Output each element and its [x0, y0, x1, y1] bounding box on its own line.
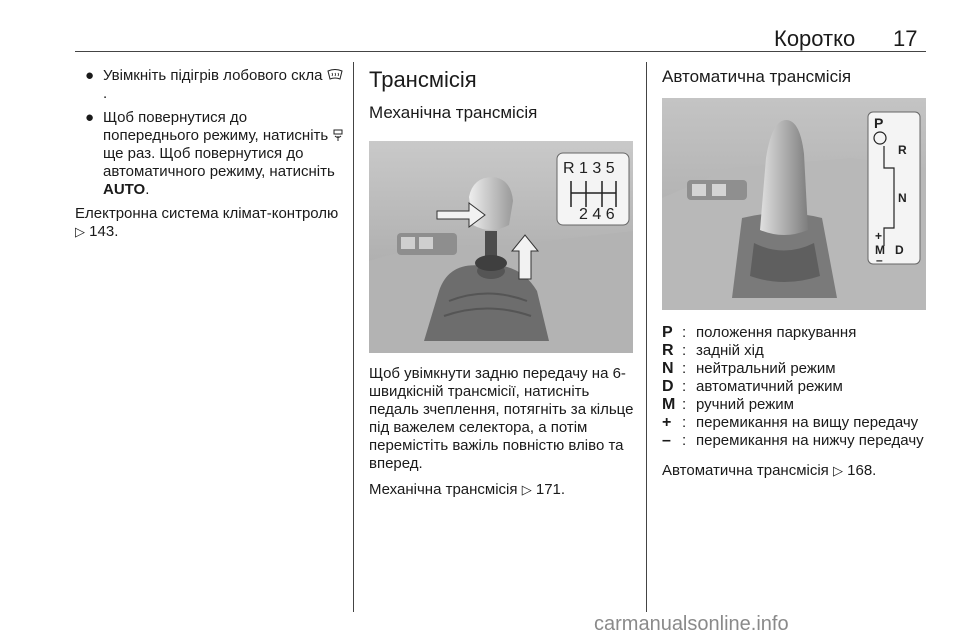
bullet-suffix: .: [145, 181, 150, 198]
page-header-title: Коротко: [774, 26, 856, 51]
def-key: +: [662, 414, 672, 431]
def-value: автоматичний режим: [696, 378, 843, 395]
auto-label-n: N: [898, 191, 907, 205]
reference-text: Механічна трансмісія: [369, 481, 518, 498]
definition-row: [662, 324, 927, 342]
column-1: [75, 67, 345, 249]
auto-label-d: D: [895, 243, 904, 257]
def-colon: :: [682, 432, 687, 449]
def-colon: :: [682, 342, 687, 359]
watermark: carmanualsonline.info: [594, 613, 789, 635]
def-value: ручний режим: [696, 396, 794, 413]
bullet-suffix: .: [103, 85, 108, 102]
page-number: 17: [893, 26, 918, 51]
definition-row: [662, 378, 927, 396]
column-separator-1: [353, 62, 354, 612]
paragraph: [75, 205, 345, 241]
section-subtitle: Автоматична трансмісія: [662, 67, 852, 86]
page-reference-icon: ▷: [832, 463, 843, 478]
reference: [662, 462, 927, 480]
page-ref[interactable]: 143.: [89, 223, 119, 240]
column-3: [662, 67, 927, 488]
bullet-text: ще раз. Щоб повернутися до автоматичного режиму, натисніть: [103, 145, 335, 180]
bullet-item: [75, 67, 345, 103]
def-key: N: [662, 360, 674, 377]
reference-text: Автоматична трансмісія: [662, 462, 829, 479]
def-value: нейтральний режим: [696, 360, 836, 377]
bullet-item: [75, 109, 345, 199]
paragraph-text: Електронна система клімат-контролю: [75, 205, 339, 222]
windscreen-heat-icon: [327, 69, 343, 81]
header-rule: [75, 51, 926, 52]
definition-row: [662, 432, 927, 450]
def-value: перемикання на нижчу передачу: [696, 432, 924, 449]
automatic-gearbox-illustration: [662, 98, 926, 310]
reference: [369, 481, 634, 499]
bullet-dot: ●: [85, 109, 95, 126]
def-colon: :: [682, 396, 687, 413]
body-text: Щоб увімкнути задню передачу на 6-швидкісній трансмісії, натисніть педаль зчеплення, потягніть за кільце під важелем селектора, а потім перемістіть важіль повністю вліво та вперед.: [369, 365, 634, 472]
auto-label-p: P: [874, 115, 884, 131]
definition-row: [662, 360, 927, 378]
auto-label-r: R: [898, 143, 907, 157]
page-reference-icon: ▷: [521, 482, 532, 497]
bullet-text: Увімкніть підігрів лобового скла: [103, 67, 323, 84]
auto-label-plus: +: [875, 229, 883, 243]
def-value: положення паркування: [696, 324, 857, 341]
auto-label-m: M: [875, 243, 885, 257]
manual-gearbox-illustration: [369, 141, 633, 353]
def-key: R: [662, 342, 674, 359]
definition-row: [662, 396, 927, 414]
def-key: M: [662, 396, 676, 413]
column-2: [369, 67, 634, 507]
def-key: P: [662, 324, 673, 341]
page-ref[interactable]: 171.: [535, 481, 566, 498]
definition-list: [662, 324, 927, 450]
page-ref[interactable]: 168.: [847, 462, 877, 479]
column-separator-2: [646, 62, 647, 612]
definition-row: [662, 414, 927, 432]
gear-pattern-top: R 1 3 5: [563, 160, 615, 177]
def-colon: :: [682, 360, 687, 377]
gear-pattern-bottom: 2 4 6: [579, 206, 615, 223]
def-value: перемикання на вищу передачу: [696, 414, 919, 431]
def-colon: :: [682, 414, 687, 431]
def-key: –: [662, 432, 671, 449]
section-subtitle: Механічна трансмісія: [369, 103, 538, 122]
fan-icon: [332, 128, 344, 142]
bullet-dot: ●: [85, 67, 95, 84]
section-title: Трансмісія: [369, 67, 477, 92]
def-value: задній хід: [696, 342, 764, 359]
auto-label-minus: –: [876, 253, 883, 267]
definition-row: [662, 342, 927, 360]
def-key: D: [662, 378, 674, 395]
bullet-text: Щоб повернутися до попереднього режиму, натисніть: [103, 109, 329, 144]
def-colon: :: [682, 378, 687, 395]
page-reference-icon: ▷: [75, 224, 85, 239]
auto-label: AUTO: [103, 181, 146, 198]
def-colon: :: [682, 324, 687, 341]
